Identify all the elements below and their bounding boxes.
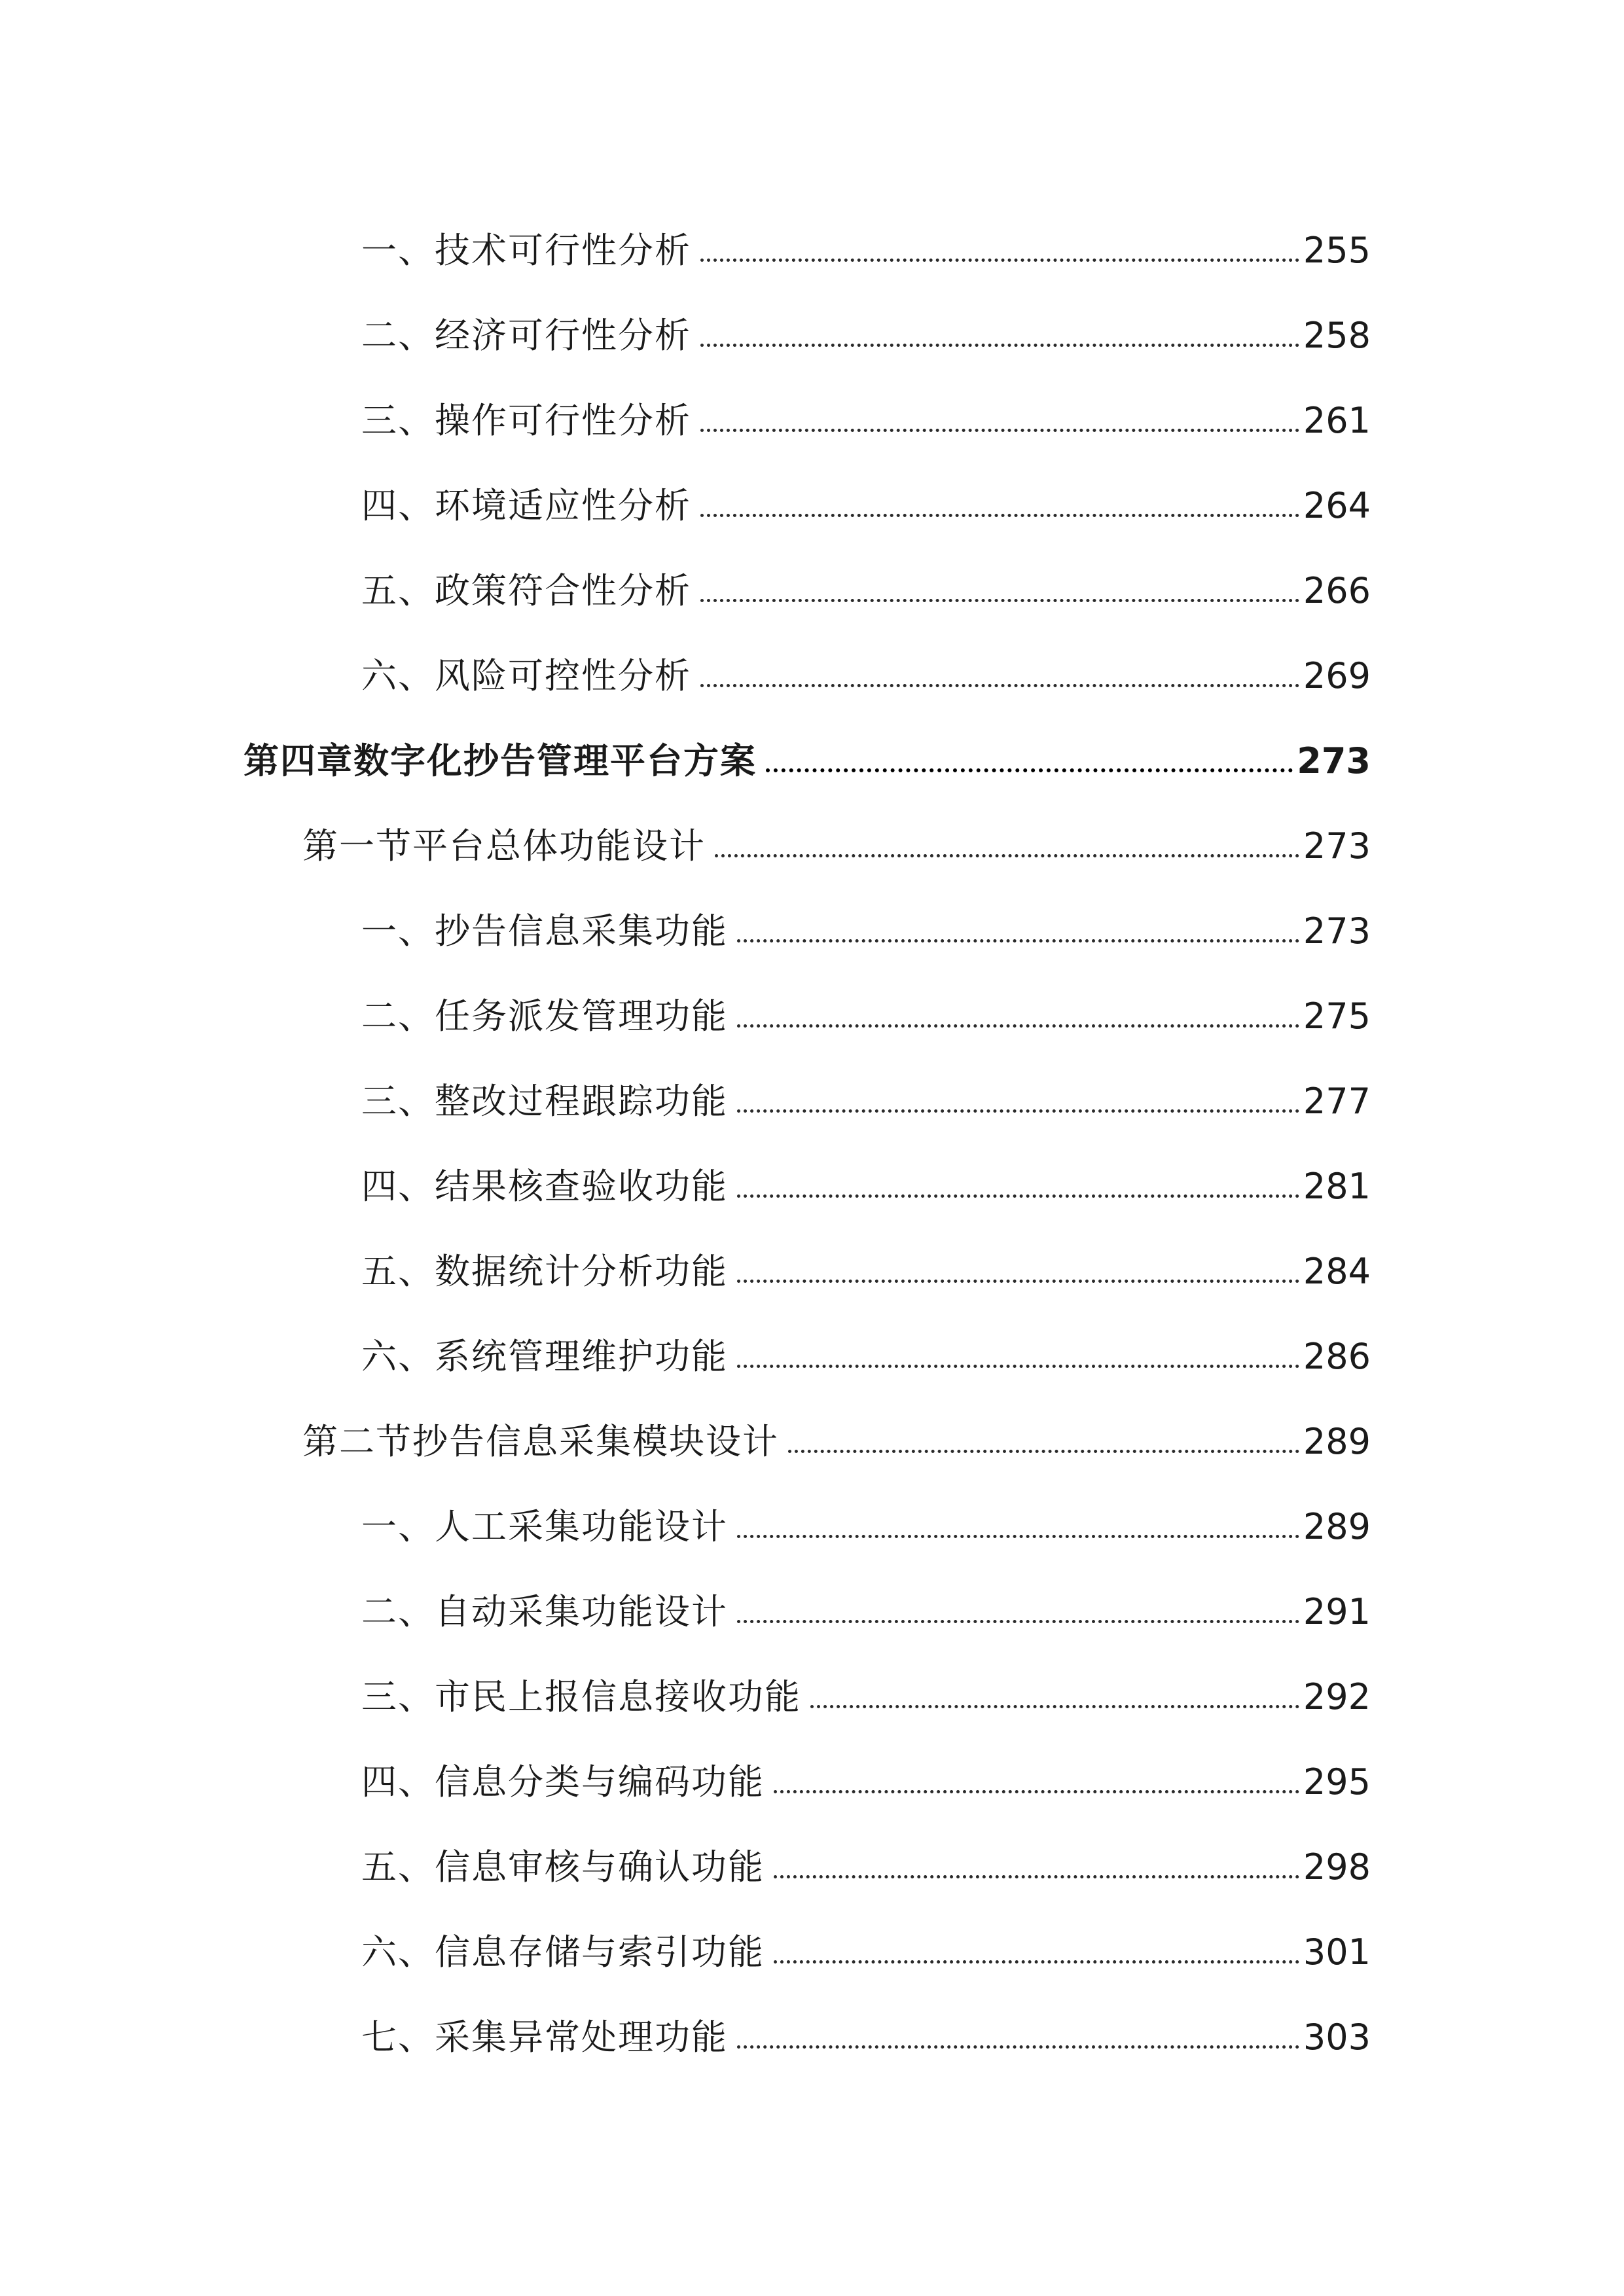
dot-leader	[737, 1365, 1299, 1368]
toc-entry-page-number: 258	[1303, 315, 1371, 356]
toc-entry[interactable]	[361, 1486, 1371, 1545]
toc-entry-page-number: 284	[1303, 1251, 1371, 1292]
toc-entry-title: 四、信息分类与编码功能	[361, 1761, 765, 1803]
dot-leader	[700, 344, 1299, 347]
toc-entry[interactable]	[361, 1826, 1371, 1888]
dot-leader	[700, 429, 1299, 432]
toc-entry[interactable]	[361, 380, 1371, 439]
dot-leader	[700, 514, 1299, 517]
toc-entry-page-number: 292	[1303, 1676, 1371, 1717]
toc-entry-page-number: 255	[1303, 230, 1371, 271]
toc-entry-title: 四、环境适应性分析	[361, 485, 691, 526]
toc-entry-title: 五、信息审核与确认功能	[361, 1846, 765, 1888]
toc-entry-page-number: 277	[1303, 1081, 1371, 1122]
toc-entry-title: 二、任务派发管理功能	[361, 996, 728, 1037]
dot-leader	[700, 599, 1299, 602]
toc-entry-title: 四、结果核查验收功能	[361, 1166, 728, 1207]
toc-entry[interactable]	[361, 209, 1371, 271]
dot-leader	[700, 259, 1299, 262]
dot-leader	[774, 1960, 1299, 1964]
toc-entry-page-number: 275	[1303, 996, 1371, 1037]
toc-entry[interactable]	[361, 635, 1371, 694]
toc-entry[interactable]	[361, 465, 1371, 524]
toc-entry-page-number: 264	[1303, 485, 1371, 526]
toc-entry-page-number: 295	[1303, 1761, 1371, 1803]
toc-entry-title: 五、政策符合性分析	[361, 570, 691, 611]
toc-entry-page-number: 289	[1303, 1421, 1371, 1462]
toc-entry-title: 六、系统管理维护功能	[361, 1336, 728, 1377]
dot-leader	[737, 1280, 1299, 1283]
toc-entry[interactable]	[361, 1656, 1371, 1715]
toc-entry-title: 一、人工采集功能设计	[361, 1506, 728, 1547]
dot-leader	[737, 939, 1299, 942]
toc-entry-page-number: 266	[1303, 570, 1371, 611]
dot-leader	[788, 1450, 1299, 1453]
dot-leader	[737, 1194, 1299, 1198]
dot-leader	[700, 684, 1299, 687]
toc-entry[interactable]	[361, 1571, 1371, 1630]
dot-leader	[774, 1875, 1299, 1878]
toc-entry[interactable]	[361, 1060, 1371, 1122]
toc-entry-page-number: 273	[1297, 740, 1371, 781]
toc-entry-title: 一、抄告信息采集功能	[361, 910, 728, 952]
toc-chapter-entry[interactable]	[244, 720, 1371, 779]
toc-entry-page-number: 269	[1303, 655, 1371, 696]
toc-section-entry[interactable]	[302, 805, 1371, 867]
toc-entry[interactable]	[361, 1230, 1371, 1292]
dot-leader	[737, 1109, 1299, 1113]
toc-entry-page-number: 286	[1303, 1336, 1371, 1377]
toc-entry[interactable]	[361, 1741, 1371, 1803]
toc-entry-title: 三、整改过程跟踪功能	[361, 1081, 728, 1122]
toc-entry-title: 二、自动采集功能设计	[361, 1591, 728, 1632]
dot-leader	[737, 1535, 1299, 1538]
toc-entry-page-number: 301	[1303, 1931, 1371, 1973]
toc-entry-page-number: 291	[1303, 1591, 1371, 1632]
toc-entry-title: 三、市民上报信息接收功能	[361, 1676, 801, 1717]
dot-leader	[737, 2045, 1299, 2049]
toc-entry-title: 第一节平台总体功能设计	[302, 825, 706, 867]
toc-entry-title: 七、采集异常处理功能	[361, 2017, 728, 2058]
toc-entry-title: 六、风险可控性分析	[361, 655, 691, 696]
toc-entry-title: 第二节抄告信息采集模块设计	[302, 1421, 779, 1462]
toc-entry[interactable]	[361, 1911, 1371, 1973]
toc-entry-title: 第四章数字化抄告管理平台方案	[244, 740, 757, 781]
toc-entry-title: 五、数据统计分析功能	[361, 1251, 728, 1292]
toc-entry[interactable]	[361, 1996, 1371, 2058]
toc-entry[interactable]	[361, 1316, 1371, 1377]
toc-entry-page-number: 298	[1303, 1846, 1371, 1888]
dot-leader	[737, 1620, 1299, 1623]
toc-entry-page-number: 281	[1303, 1166, 1371, 1207]
toc-entry-page-number: 273	[1303, 910, 1371, 952]
dot-leader	[737, 1024, 1299, 1028]
toc-entry[interactable]	[361, 550, 1371, 609]
toc-section-entry[interactable]	[302, 1401, 1371, 1460]
toc-entry-page-number: 289	[1303, 1506, 1371, 1547]
dot-leader	[810, 1705, 1299, 1708]
dot-leader	[766, 768, 1293, 772]
toc-entry-page-number: 261	[1303, 400, 1371, 441]
toc-entry-page-number: 303	[1303, 2017, 1371, 2058]
dot-leader	[715, 854, 1299, 857]
toc-entry[interactable]	[361, 1145, 1371, 1207]
toc-entry-page-number: 273	[1303, 825, 1371, 867]
toc-entry[interactable]	[361, 295, 1371, 356]
toc-entry-title: 三、操作可行性分析	[361, 400, 691, 441]
toc-entry-title: 一、技术可行性分析	[361, 230, 691, 271]
toc-entry-title: 二、经济可行性分析	[361, 315, 691, 356]
toc-entry-title: 六、信息存储与索引功能	[361, 1931, 765, 1973]
dot-leader	[774, 1790, 1299, 1793]
toc-entry[interactable]	[361, 975, 1371, 1037]
toc-entry[interactable]	[361, 890, 1371, 952]
